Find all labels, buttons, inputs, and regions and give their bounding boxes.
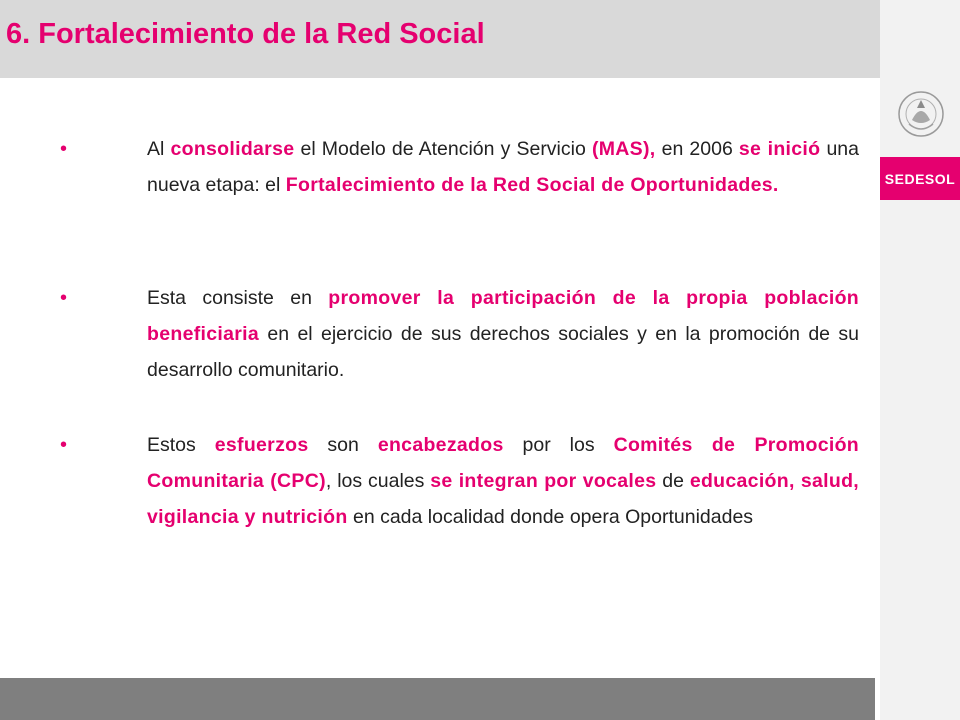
highlight-segment: promover la participación de la propia población beneficiaria [147,287,859,345]
bullet-dot: • [60,287,68,309]
bullet-text [147,131,859,203]
sedesol-logo: SEDESOL [880,157,960,200]
text-segment: una nueva etapa: el [147,138,859,196]
highlight-segment: encabezados [377,434,504,456]
text-segment: en cada localidad donde opera Oportunidades [347,506,754,528]
highlight-segment: Fortalecimiento de la Red Social de Oportunidades. [285,174,779,196]
text-segment: son [308,434,378,456]
footer-band [0,678,875,720]
highlight-segment: se integran por vocales [430,470,657,492]
slide-title: 6. Fortalecimiento de la Red Social [6,18,485,50]
highlight-segment: (MAS), [591,138,656,160]
text-segment: Estos [147,434,215,456]
bullet-dot: • [60,434,68,456]
bullet-text [147,280,859,388]
highlight-segment: educación, salud, vigilancia y nutrición [147,470,859,528]
text-segment: Al [147,138,171,160]
text-segment: de [656,470,690,492]
text-segment: por los [503,434,614,456]
bullet-text [147,427,859,535]
title-band [0,0,880,78]
bullet-dot: • [60,138,68,160]
text-segment: , los cuales [325,470,431,492]
national-seal-icon [895,80,947,148]
highlight-segment: se inició [738,138,821,160]
text-segment: Esta consiste en [147,287,329,309]
highlight-segment: consolidarse [170,138,295,160]
text-segment: en el ejercicio de sus derechos sociales y en la promoción de su desarrollo comunitario. [147,323,859,381]
text-segment: en 2006 [655,138,739,160]
highlight-segment: esfuerzos [214,434,309,456]
highlight-segment: Comités de Promoción Comunitaria (CPC) [147,434,859,492]
text-segment: el Modelo de Atención y Servicio [294,138,592,160]
